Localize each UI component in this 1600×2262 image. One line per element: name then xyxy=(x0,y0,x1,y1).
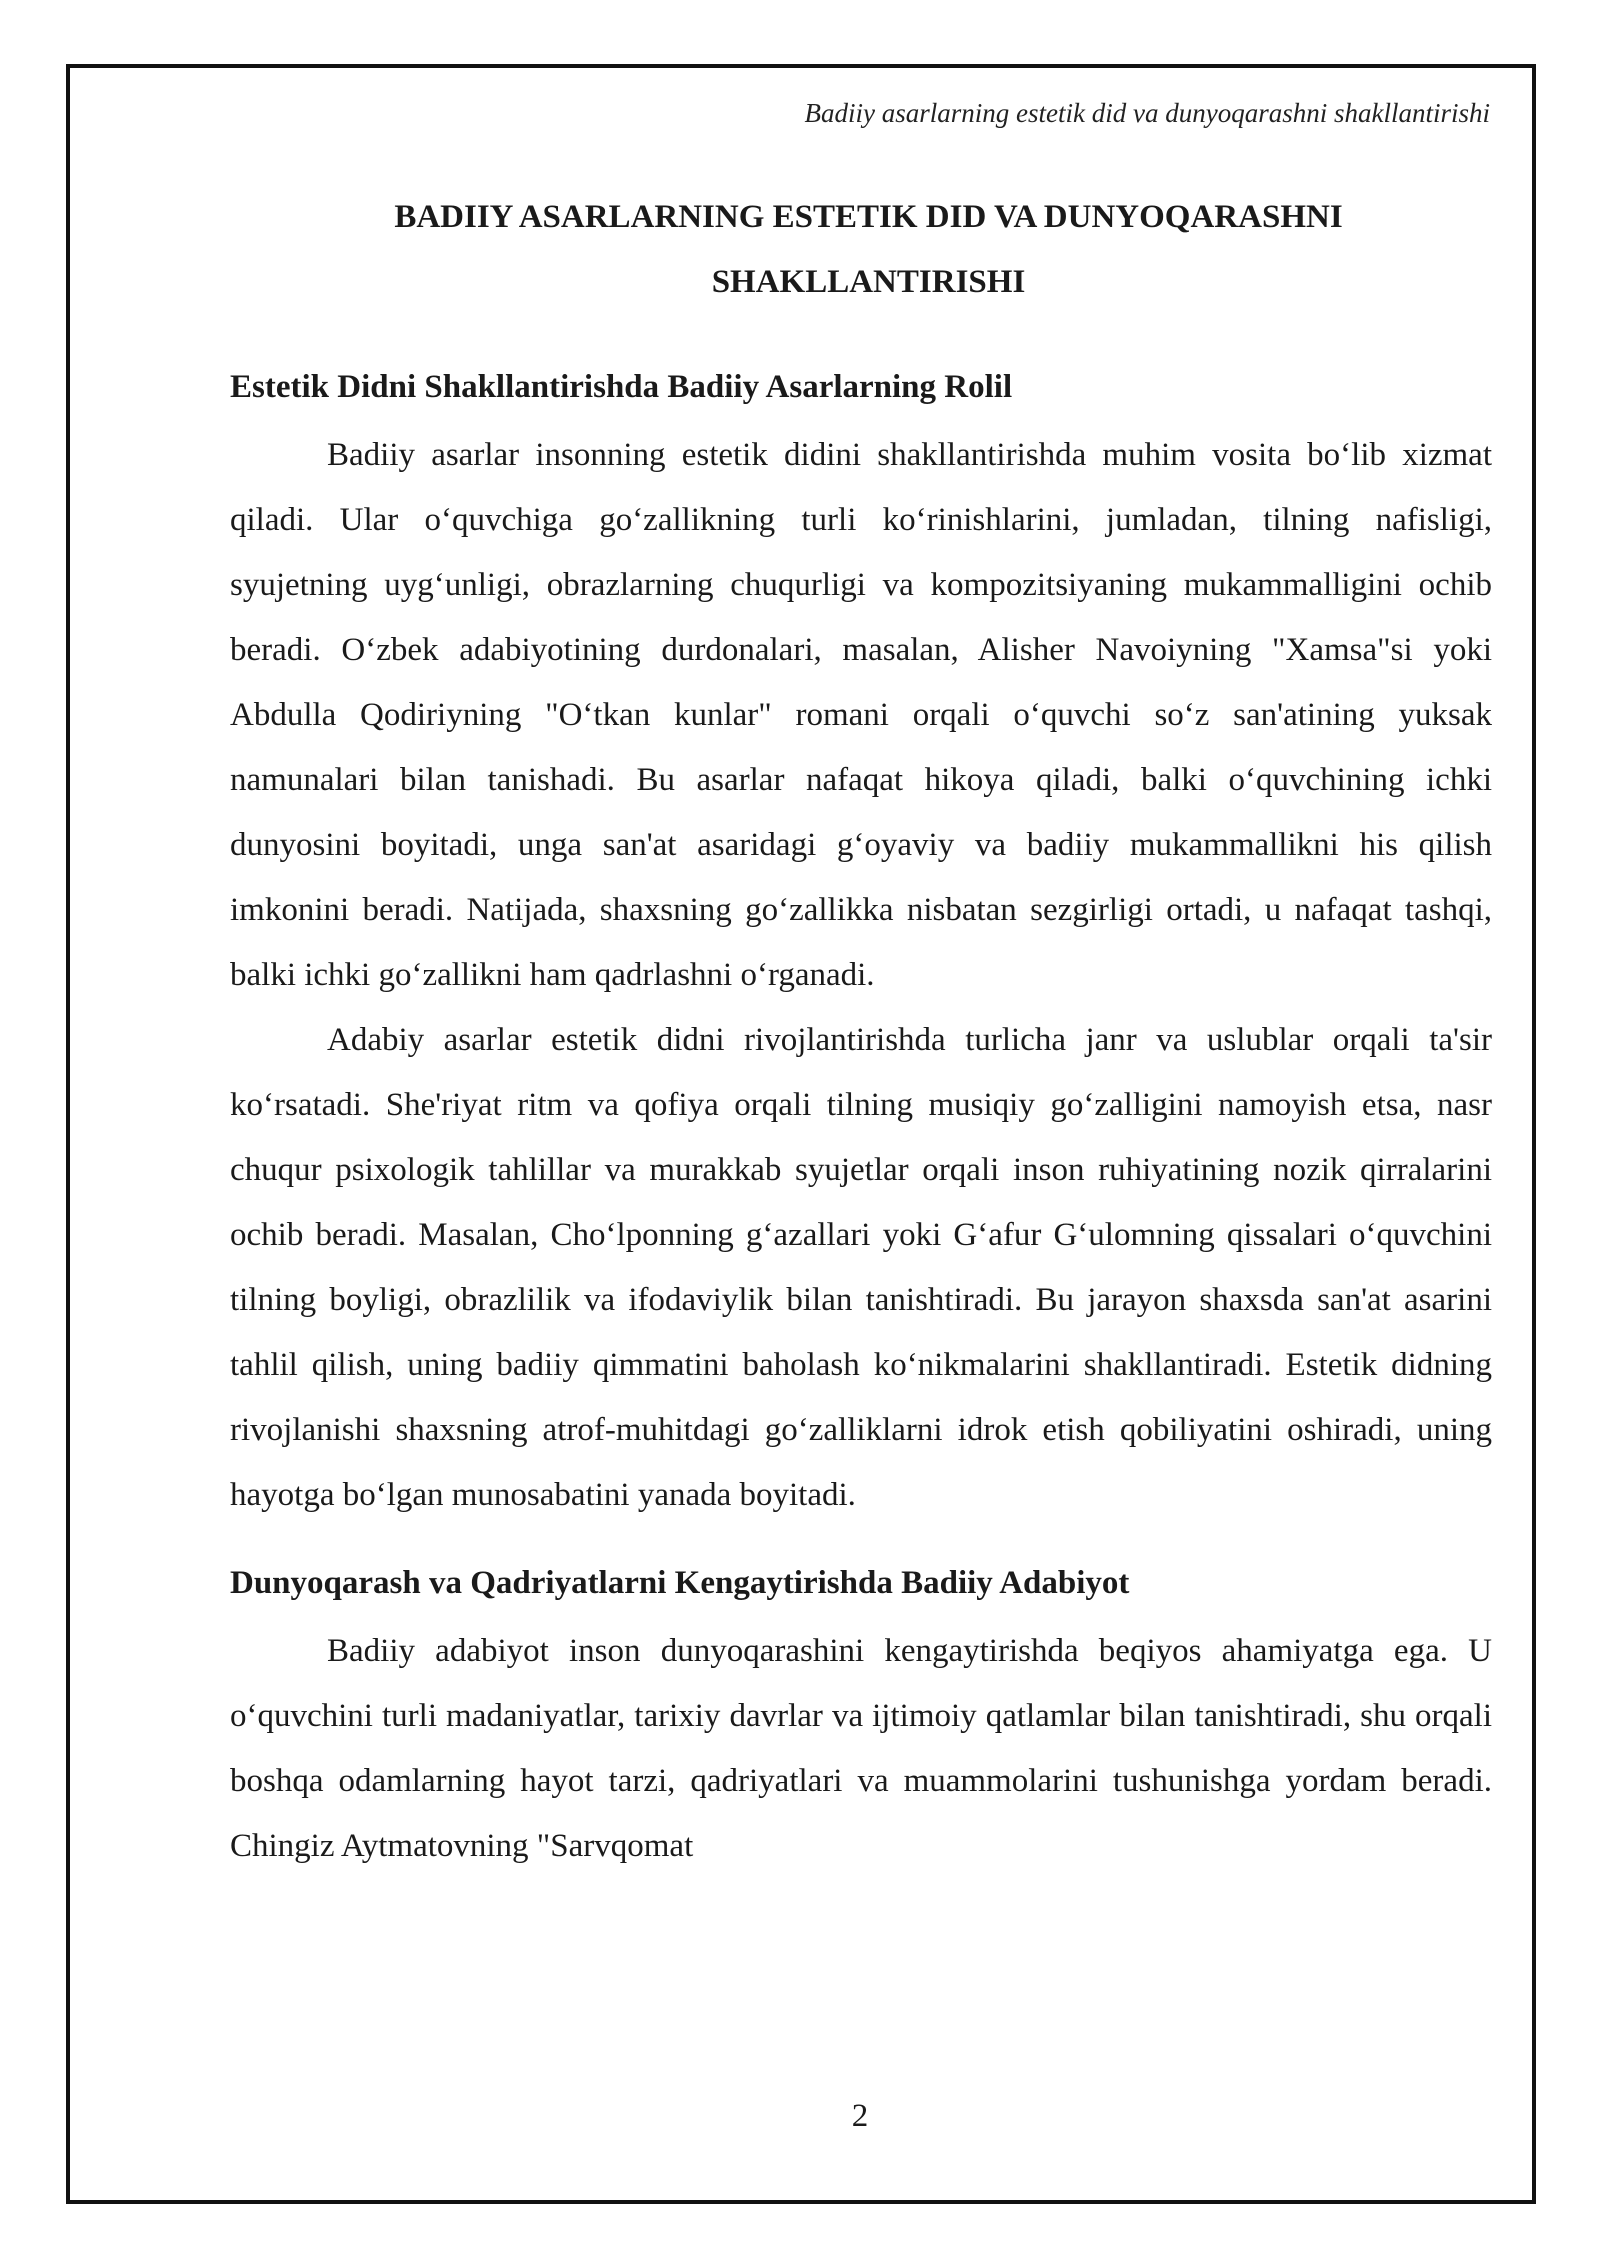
paragraph-2: Adabiy asarlar estetik didni rivojlantirishda turlicha janr va uslublar orqali ta'sir ko‘rsatadi. She'riyat ritm va qofiya orqali tilning musiqiy go‘zalligini namoyish etsa, nasr chuqur psixologik tahlillar va murakkab syujetlar orqali inson ruhiyatining nozik qirralarini ochib beradi. Masalan, Cho‘lponning g‘azallari yoki G‘afur G‘ulomning qissalari o‘quvchini tilning boyligi, obrazlilik va ifodaviylik bilan tanishtiradi. Bu jarayon shaxsda san'at asarini tahlil qilish, uning badiiy qimmatini baholash ko‘nikmalarini shakllantiradi. Estetik didning rivojlanishi shaxsning atrof-muhitdagi go‘zalliklarni idrok etish qobiliyatini oshiradi, uning hayotga bo‘lgan munosabatini yanada boyitadi. xyxy=(230,1022,1492,1513)
document-title-line-2: SHAKLLANTIRISHI xyxy=(711,264,1026,300)
section-heading-1: Estetik Didni Shakllantirishda Badiiy Asarlarning Rolil xyxy=(230,369,1013,405)
document-title xyxy=(230,185,1492,315)
paragraph-3: Badiiy adabiyot inson dunyoqarashini kengaytirishda beqiyos ahamiyatga ega. U o‘quvchini turli madaniyatlar, tarixiy davrlar va ijtimoiy qatlamlar bilan tanishtiradi, shu orqali boshqa odamlarning hayot tarzi, qadriyatlari va muammolarini tushunishga yordam beradi. Chingiz Aytmatovning "Sarvqomat xyxy=(230,1633,1492,1864)
running-header: Badiiy asarlarning estetik did va dunyoqarashni shakllantirishi xyxy=(804,98,1490,128)
document-body xyxy=(230,185,1492,1879)
paragraph-1: Badiiy asarlar insonning estetik didini shakllantirishda muhim vosita bo‘lib xizmat qiladi. Ular o‘quvchiga go‘zallikning turli ko‘rinishlarini, jumladan, tilning nafisligi, syujetning uyg‘unligi, obrazlarning chuqurligi va kompozitsiyaning mukammalligini ochib beradi. O‘zbek adabiyotining durdonalari, masalan, Alisher Navoiyning "Xamsa"si yoki Abdulla Qodiriyning "O‘tkan kunlar" romani orqali o‘quvchi so‘z san'atining yuksak namunalari bilan tanishadi. Bu asarlar nafaqat hikoya qiladi, balki o‘quvchining ichki dunyosini boyitadi, unga san'at asaridagi g‘oyaviy va badiiy mukammallikni his qilish imkonini beradi. Natijada, shaxsning go‘zallikka nisbatan sezgirligi ortadi, u nafaqat tashqi, balki ichki go‘zallikni ham qadrlashni o‘rganadi. xyxy=(230,437,1492,993)
section-heading-2: Dunyoqarash va Qadriyatlarni Kengaytirishda Badiiy Adabiyot xyxy=(230,1565,1130,1601)
page-number: 2 xyxy=(851,2098,869,2134)
document-title-line-1: BADIIY ASARLARNING ESTETIK DID VA DUNYOQARASHNI xyxy=(394,199,1343,235)
